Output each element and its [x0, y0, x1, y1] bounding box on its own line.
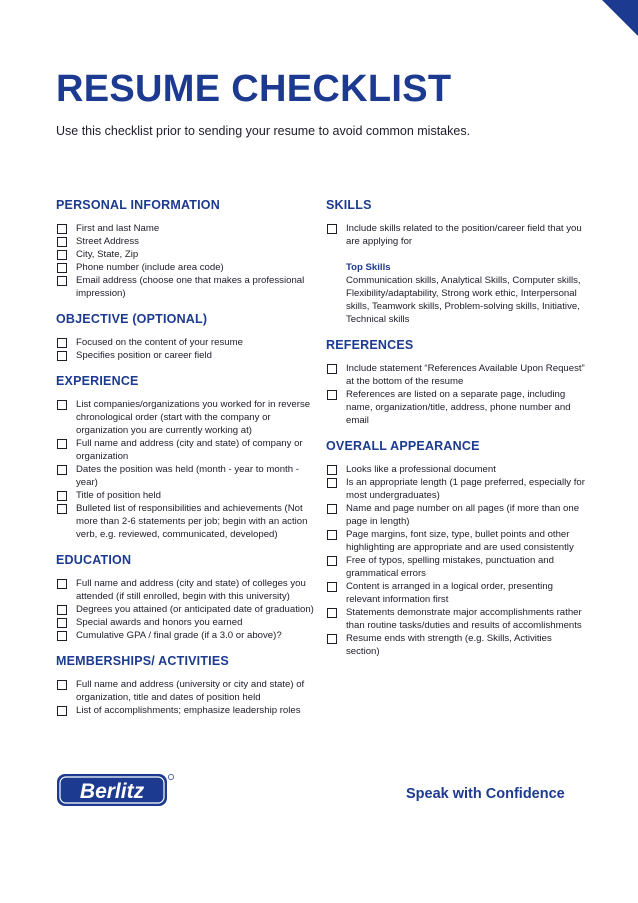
checklist-item-text: Full name and address (university or city and state) of organization, title and dates of position held — [76, 679, 305, 703]
checklist-item — [56, 336, 318, 349]
checkbox[interactable] — [57, 465, 67, 475]
checkbox[interactable] — [57, 263, 67, 273]
checklist-item-text: Is an appropriate length (1 page preferred, especially for most undergraduates) — [346, 477, 585, 501]
checklist-item-text: Content is arranged in a logical order, presenting relevant information first — [346, 581, 553, 605]
checklist-item — [56, 704, 318, 717]
checkbox[interactable] — [327, 478, 337, 488]
section-title: EDUCATION — [56, 553, 132, 567]
checkbox[interactable] — [57, 224, 67, 234]
checkbox[interactable] — [57, 605, 67, 615]
checkbox[interactable] — [57, 504, 67, 514]
checklist-item — [56, 222, 318, 235]
checkbox[interactable] — [327, 364, 337, 374]
checklist-item-text: Special awards and honors you earned — [76, 617, 243, 628]
checkbox[interactable] — [57, 439, 67, 449]
top-skills-title: Top Skills — [346, 262, 391, 273]
section-objective-optional — [56, 312, 318, 362]
page-subtitle: Use this checklist prior to sending your resume to avoid common mistakes. — [56, 124, 471, 138]
checklist-item — [326, 463, 586, 476]
checkbox[interactable] — [57, 338, 67, 348]
checklist-item-text: Looks like a professional document — [346, 464, 496, 475]
section-overall-appearance — [326, 439, 586, 658]
checklist-item-text: First and last Name — [76, 223, 160, 234]
section-personal-information — [56, 198, 318, 300]
checklist-item — [56, 349, 318, 362]
section-title: PERSONAL INFORMATION — [56, 198, 220, 212]
checklist-item — [56, 489, 318, 502]
checklist-item-text: Free of typos, spelling mistakes, punctuation and grammatical errors — [346, 555, 554, 579]
section-title: EXPERIENCE — [56, 374, 139, 388]
checklist-item-text: Full name and address (city and state) of company or organization — [76, 438, 303, 462]
checklist-item — [326, 362, 586, 388]
checklist-item-text: List companies/organizations you worked for in reverse chronological order (start with the company or organization you are currently working at) — [76, 399, 311, 436]
section-title: OBJECTIVE (OPTIONAL) — [56, 312, 208, 326]
checklist-item-text: City, State, Zip — [76, 249, 139, 260]
section-title: REFERENCES — [326, 338, 414, 352]
checklist-item — [326, 554, 586, 580]
tagline: Speak with Confidence — [406, 786, 565, 802]
section-title: SKILLS — [326, 198, 372, 212]
checkbox[interactable] — [57, 250, 67, 260]
checklist-item-text: Full name and address (city and state) of colleges you attended (if still enrolled, begin with this university) — [76, 578, 306, 602]
checklist-item — [56, 603, 318, 616]
checklist-item — [56, 261, 318, 274]
checklist-item — [56, 616, 318, 629]
checkbox[interactable] — [57, 579, 67, 589]
checklist-item — [56, 577, 318, 603]
checklist-item — [326, 222, 586, 248]
checklist-item — [326, 632, 586, 658]
section-title: MEMBERSHIPS/ ACTIVITIES — [56, 654, 229, 668]
checkbox[interactable] — [327, 224, 337, 234]
checklist-item-text: Phone number (include area code) — [76, 262, 224, 273]
checklist-item-text: Statements demonstrate major accomplishments rather than routine tasks/duties and results of accomlishments — [346, 607, 582, 631]
berlitz-logo — [56, 772, 176, 808]
checklist-item-text: Cumulative GPA / final grade (if a 3.0 or above)? — [76, 630, 282, 641]
checkbox[interactable] — [327, 530, 337, 540]
checkbox[interactable] — [57, 680, 67, 690]
checklist-item — [326, 476, 586, 502]
checkbox[interactable] — [327, 556, 337, 566]
checklist-item — [56, 248, 318, 261]
checklist-item-text: Resume ends with strength (e.g. Skills, Activities section) — [346, 633, 552, 657]
checklist-item-text: Name and page number on all pages (if more than one page in length) — [346, 503, 580, 527]
checklist-item — [56, 398, 318, 437]
checkbox[interactable] — [327, 465, 337, 475]
section-references — [326, 338, 586, 427]
checklist-item-text: Specifies position or career field — [76, 350, 212, 361]
checkbox[interactable] — [57, 276, 67, 286]
checklist-item — [56, 463, 318, 489]
section-title: OVERALL APPEARANCE — [326, 439, 480, 453]
checklist-item — [326, 580, 586, 606]
checklist-item — [56, 502, 318, 541]
checklist-item-text: Street Address — [76, 236, 139, 247]
checklist-item-text: Title of position held — [76, 490, 161, 501]
checklist-item — [56, 235, 318, 248]
checkbox[interactable] — [327, 390, 337, 400]
checklist-item — [326, 606, 586, 632]
checkbox[interactable] — [57, 618, 67, 628]
checkbox[interactable] — [57, 706, 67, 716]
section-memberships-activities — [56, 654, 318, 717]
checklist-item-text: Include skills related to the position/career field that you are applying for — [346, 223, 582, 247]
left-column — [56, 198, 318, 729]
checklist-item — [326, 388, 586, 427]
checkbox[interactable] — [57, 237, 67, 247]
section-skills — [326, 198, 586, 326]
checklist-item-text: Email address (choose one that makes a professional impression) — [76, 275, 305, 299]
checklist-item-text: Dates the position was held (month - year to month - year) — [76, 464, 299, 488]
checklist-item — [56, 437, 318, 463]
top-skills-text: Communication skills, Analytical Skills, Computer skills, Flexibility/adaptability, Strong work ethic, Interpersonal skills, Teamwork skills, Problem-solving skills, Initiative, Technical skills — [346, 275, 581, 325]
checklist-item-text: Bulleted list of responsibilities and achievements (Not more than 2-6 statements per job; begin with an action verb, e.g. reviewed, communicated, developed) — [76, 503, 308, 540]
checklist-item-text: Focused on the content of your resume — [76, 337, 243, 348]
page-title: RESUME CHECKLIST — [56, 68, 452, 110]
checklist-item-text: Degrees you attained (or anticipated date of graduation) — [76, 604, 314, 615]
checklist-item — [326, 502, 586, 528]
checklist-item-text: References are listed on a separate page, including name, organization/title, address, phone number and email — [346, 389, 571, 426]
checklist-item — [56, 274, 318, 300]
checklist-item — [56, 629, 318, 642]
checkbox[interactable] — [327, 504, 337, 514]
corner-accent — [602, 0, 638, 36]
checkbox[interactable] — [57, 491, 67, 501]
logo-text: Berlitz — [79, 780, 145, 803]
checklist-item-text: List of accomplishments; emphasize leadership roles — [76, 705, 301, 716]
right-column — [326, 198, 586, 670]
checklist-item — [326, 528, 586, 554]
checkbox[interactable] — [327, 608, 337, 618]
section-education — [56, 553, 318, 642]
checkbox[interactable] — [57, 400, 67, 410]
checkbox[interactable] — [327, 634, 337, 644]
checkbox[interactable] — [57, 631, 67, 641]
checkbox[interactable] — [57, 351, 67, 361]
section-experience — [56, 374, 318, 541]
checklist-item-text: Include statement “References Available Upon Request” at the bottom of the resume — [346, 363, 585, 387]
checklist-item-text: Page margins, font size, type, bullet points and other highlighting are appropriate and are used consistently — [346, 529, 574, 553]
checklist-item — [56, 678, 318, 704]
checkbox[interactable] — [327, 582, 337, 592]
